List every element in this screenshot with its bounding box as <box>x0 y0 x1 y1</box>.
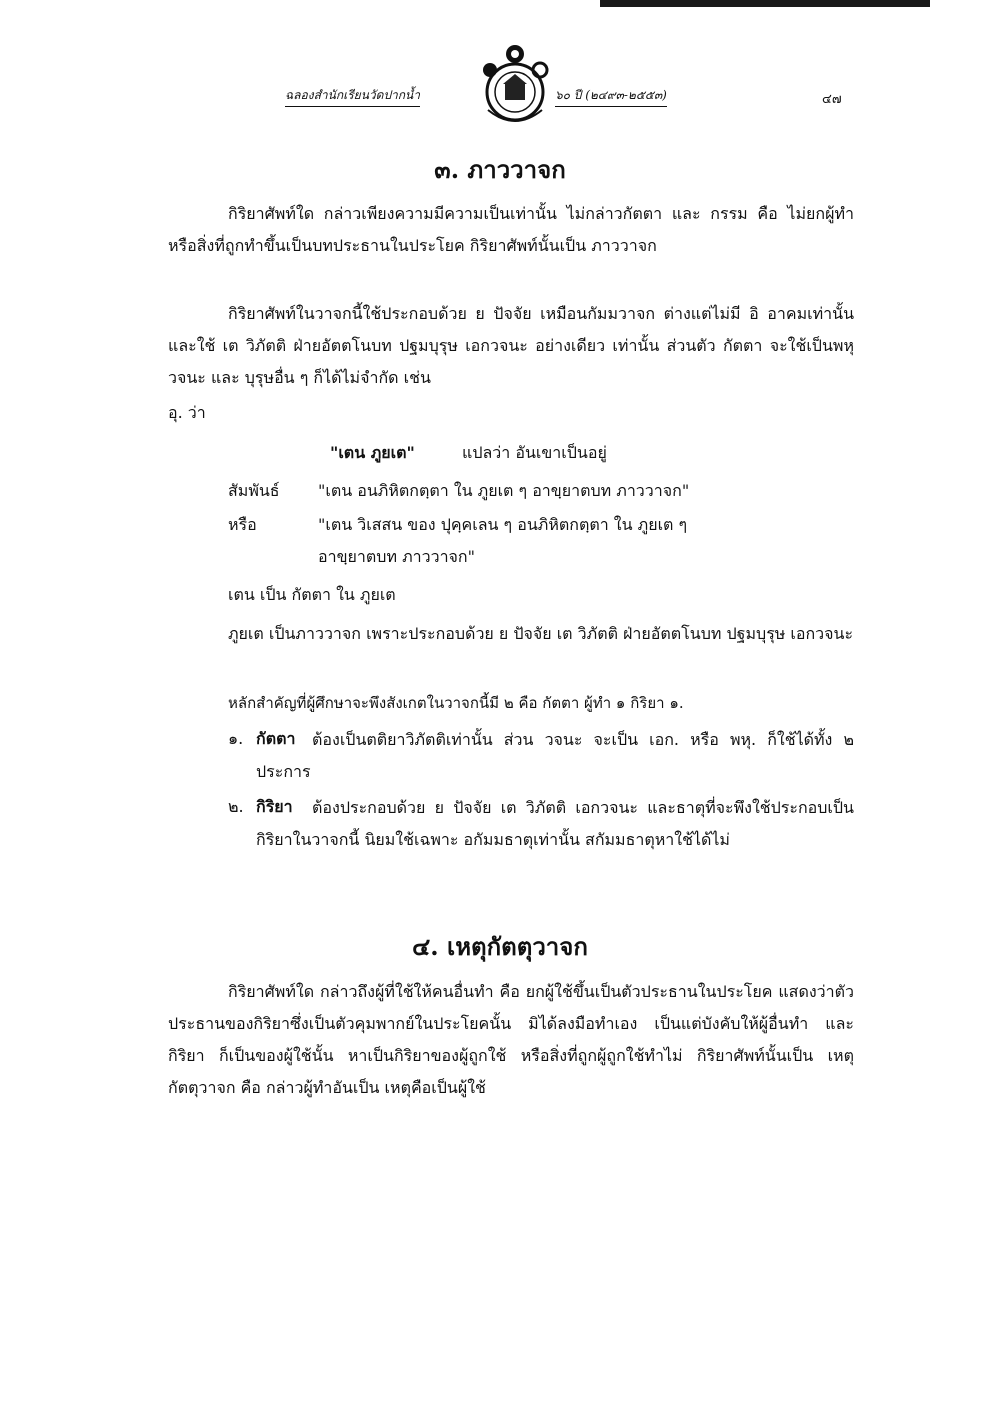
item-1-text: ต้องเป็นตติยาวิภัตติเท่านั้น ส่วน วจนะ จะเป็น เอก. หรือ พหุ. ก็ใช้ได้ทั้ง ๒ ประการ <box>256 730 854 781</box>
header-left-text: ฉลองสำนักเรียนวัดปากน้ำ <box>285 86 420 107</box>
section-3-title: ๓. ภาววาจก <box>434 155 566 184</box>
section-3-paragraph-2: กิริยาศัพท์ในวาจกนี้ใช้ประกอบด้วย ย ปัจจัย เหมือนกัมมวาจก ต่างแต่ไม่มี อิ อาคมเท่านั้น และใช้ เต วิภัตติ ฝ่ายอัตตโนบท ปฐมบุรุษ เอกวจนะ อย่างเดียว เท่านั้น ส่วนตัว กัตตา จะใช้เป็นพหุวจนะ และ บุรุษอื่น ๆ ก็ได้ไม่จำกัด เช่น <box>168 304 854 387</box>
section-4-paragraph-1: กิริยาศัพท์ใด กล่าวถึงผู้ที่ใช้ให้คนอื่นทำ คือ ยกผู้ใช้ขึ้นเป็นตัวประธานในประโยค แสดงว่าตัวประธานของกิริยาซึ่งเป็นตัวคุมพากย์ในประโยคนั้น มิได้ลงมือทำเอง เป็นแต่บังคับให้ผู้อื่นทำ และกิริยา ก็เป็นของผู้ใช้นั้น หาเป็นกิริยาของผู้ถูกใช้ หรือสิ่งที่ถูกผู้ถูกใช้ทำไม่ กิริยาศัพท์นั้นเป็น เหตุกัตตุวาจก คือ กล่าวผู้ทำอันเป็น เหตุคือเป็นผู้ใช้ <box>168 982 854 1097</box>
item-2-text: ต้องประกอบด้วย ย ปัจจัย เต วิภัตติ เอกวจนะ และธาตุที่จะพึงใช้ประกอบเป็นกิริยาในวาจกนี้ นิยมใช้เฉพาะ อกัมมธาตุเท่านั้น สกัมมธาตุหาใช้ได้ไม่ <box>256 798 854 849</box>
sambandha-text: "เตน อนภิหิตกตฺตา ใน ภูยเต ๆ อาขฺยาตบท ภาววาจก" <box>318 481 690 500</box>
sambandha-label: สัมพันธ์ <box>228 481 280 500</box>
or-label: หรือ <box>228 515 257 534</box>
header-right-text: ๖๐ ปี (๒๔๙๓-๒๕๕๓) <box>555 86 667 107</box>
running-header <box>0 40 1000 130</box>
or-text-line-1: "เตน วิเสสน ของ ปุคฺคเลน ๆ อนภิหิตกตฺตา ใน ภูยเต ๆ <box>318 515 688 534</box>
item-1-number: ๑. <box>228 729 244 748</box>
note-1: เตน เป็น กัตตา ใน ภูยเต <box>228 585 396 604</box>
note-2: ภูยเต เป็นภาววาจก เพราะประกอบด้วย ย ปัจจัย เต วิภัตติ ฝ่ายอัตตโนบท ปฐมบุรุษ เอกวจนะ <box>228 624 854 643</box>
section-3-paragraph-1: กิริยาศัพท์ใด กล่าวเพียงความมีความเป็นเท่านั้น ไม่กล่าวกัตตา และ กรรม คือ ไม่ยกผู้ทำหรือสิ่งที่ถูกทำขึ้นเป็นบทประธานในประโยค กิริยาศัพท์นั้นเป็น ภาววาจก <box>168 204 854 255</box>
item-2-term: กิริยา <box>256 797 293 816</box>
section-4-title: ๔. เหตุกัตตุวาจก <box>412 932 588 961</box>
page-number: ๔๗ <box>822 92 842 107</box>
example-pali: "เตน ภูยเต" <box>330 443 415 462</box>
temple-seal-icon <box>470 40 560 130</box>
item-2-number: ๒. <box>228 797 244 816</box>
or-text-line-2: อาขฺยาตบท ภาววาจก" <box>318 547 475 566</box>
scan-edge-bar <box>600 0 930 7</box>
example-translation: แปลว่า อันเขาเป็นอยู่ <box>462 443 607 462</box>
example-intro: อุ. ว่า <box>168 403 206 422</box>
item-1-term: กัตตา <box>256 729 296 748</box>
principle-intro: หลักสำคัญที่ผู้ศึกษาจะพึงสังเกตในวาจกนี้มี ๒ คือ กัตตา ผู้ทำ ๑ กิริยา ๑. <box>228 694 684 712</box>
